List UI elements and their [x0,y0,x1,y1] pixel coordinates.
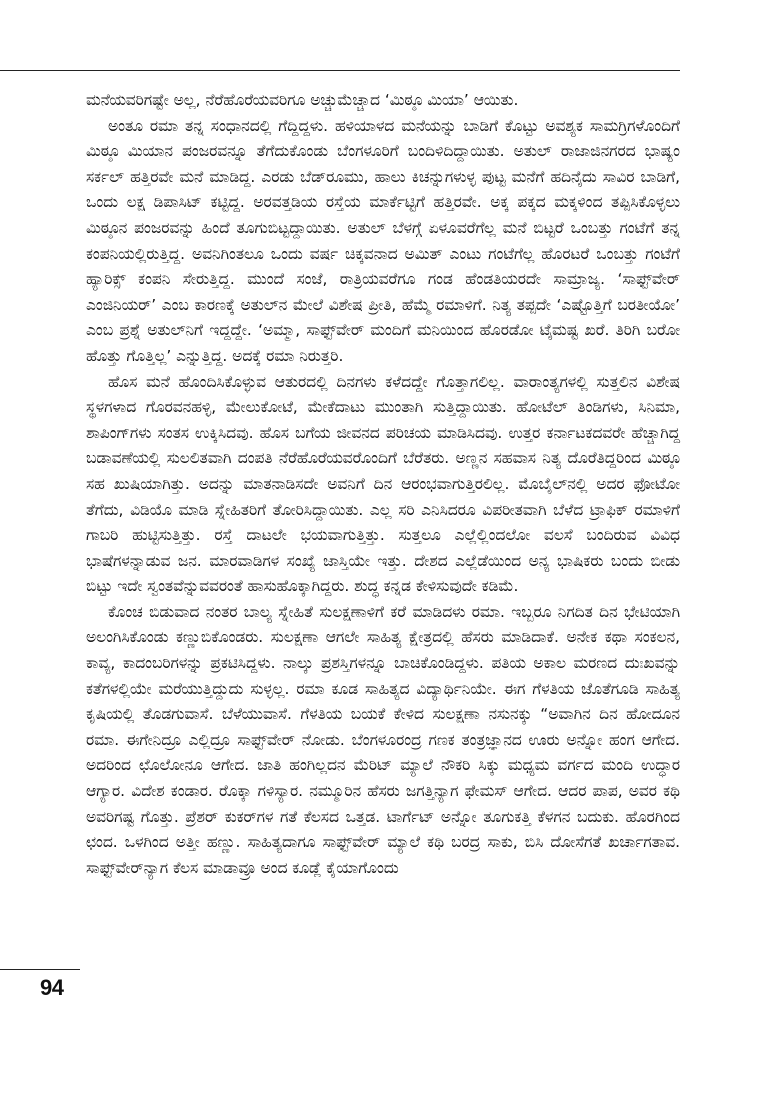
page-number: 94 [40,975,64,1000]
paragraph-1: ಮನೆಯವರಿಗಷ್ಟೇ ಅಲ್ಲ, ನೆರೆಹೊರೆಯವರಿಗೂ ಅಚ್ಚುಮೆಚ್ಚಾದ ‘ಮಿಠ್ಠೂ ಮಿಯಾ’ ಆಯಿತು. [86,91,519,109]
bottom-rule [0,969,80,970]
paragraph-2: ಅಂತೂ ರಮಾ ತನ್ನ ಸಂಧಾನದಲ್ಲಿ ಗೆದ್ದಿದ್ದಳು. ಹಳಿಯಾಳದ ಮನೆಯನ್ನು ಬಾಡಿಗೆ ಕೊಟ್ಟು ಅವಶ್ಯಕ ಸಾಮಗ್ರಿಗಳೊಂದಿಗೆ ಮಿಠ್ಠೂ ಮಿಯಾನ ಪಂಜರವನ್ನೂ ತೆಗೆದುಕೊಂಡು ಬೆಂಗಳೂರಿಗೆ ಬಂದಿಳಿದಿದ್ದಾಯಿತು. ಅತುಲ್ ರಾಜಾಜಿನಗರದ ಭಾಷ್ಯಂ ಸರ್ಕಲ್ ಹತ್ತಿರವೇ ಮನೆ ಮಾಡಿದ್ದ. ಎರಡು ಬೆಡ್‌ರೂಮು, ಹಾಲು ಕಿಚನ್ನುಗಳುಳ್ಳ ಪುಟ್ಟ ಮನೆಗೆ ಹದಿನೈದು ಸಾವಿರ ಬಾಡಿಗೆ, ಒಂದು ಲಕ್ಷ ಡಿಪಾಸಿಟ್ ಕಟ್ಟಿದ್ದ. ಅರವತ್ತಡಿಯ ರಸ್ತೆಯ ಮಾರ್ಕೆಟ್ಟಿಗೆ ಹತ್ತಿರವೇ. ಅಕ್ಕ ಪಕ್ಕದ ಮಕ್ಕಳಿಂದ ತಪ್ಪಿಸಿಕೊಳ್ಳಲು ಮಿಠ್ಠೂನ ಪಂಜರವನ್ನು ಹಿಂದೆ ತೂಗುಬಿಟ್ಟದ್ದಾಯಿತು. ಅತುಲ್ ಬೆಳಗ್ಗೆ ಏಳೂವರೆಗೆಲ್ಲ ಮನೆ ಬಿಟ್ಟರೆ ಒಂಬತ್ತು ಗಂಟೆಗೆ ತನ್ನ ಕಂಪನಿಯಲ್ಲಿರುತ್ತಿದ್ದ. ಅವನಿಗಿಂತಲೂ ಒಂದು ವರ್ಷ ಚಿಕ್ಕವನಾದ ಅಮಿತ್ ಎಂಟು ಗಂಟೆಗೆಲ್ಲ ಹೊರಟರೆ ಒಂಬತ್ತು ಗಂಟೆಗೆ ಹ್ಯಾರಿಕ್ಸ್ ಕಂಪನಿ ಸೇರುತ್ತಿದ್ದ. ಮುಂದೆ ಸಂಜೆ, ರಾತ್ರಿಯವರೆಗೂ ಗಂಡ ಹೆಂಡತಿಯರದೇ ಸಾಮ್ರಾಜ್ಯ. ‘ಸಾಫ್ಟ್‌ವೇರ್ ಎಂಜಿನಿಯರ್’ ಎಂಬ ಕಾರಣಕ್ಕೆ ಅತುಲ್‌ನ ಮೇಲೆ ವಿಶೇಷ ಪ್ರೀತಿ, ಹೆಮ್ಮೆ ರಮಾಳಿಗೆ. ನಿತ್ಯ ತಪ್ಪದೇ ‘ಎಷ್ಟೊತ್ತಿಗೆ ಬರತೀಯೋ’ ಎಂಬ ಪ್ರಶ್ನೆ ಅತುಲ್‌ನಿಗೆ ಇದ್ದದ್ದೇ. ‘ಅಮ್ಮಾ, ಸಾಫ್ಟ್‌ವೇರ್ ಮಂದಿಗೆ ಮನಿಯಿಂದ ಹೊರಡೋ ಟೈಮಷ್ಟ ಖರೆ. ತಿರಿಗಿ ಬರೋ ಹೊತ್ತು ಗೊತ್ತಿಲ್ಲ’ ಎನ್ನುತ್ತಿದ್ದ. ಅದಕ್ಕೆ ರಮಾ ನಿರುತ್ತರಿ. [86,116,680,365]
top-rule [0,70,680,71]
body-text [86,88,680,881]
paragraph-4: ಕೊಂಚ ಬಿಡುವಾದ ನಂತರ ಬಾಲ್ಯ ಸ್ನೇಹಿತೆ ಸುಲಕ್ಷಣಾಳಿಗೆ ಕರೆ ಮಾಡಿದಳು ರಮಾ. ಇಬ್ಬರೂ ನಿಗದಿತ ದಿನ ಭೇಟಿಯಾಗಿ ಅಲಂಗಿಸಿಕೊಂಡು ಕಣ್ಣುಬಿಕೊಂಡರು. ಸುಲಕ್ಷಣಾ ಆಗಲೇ ಸಾಹಿತ್ಯ ಕ್ಷೇತ್ರದಲ್ಲಿ ಹೆಸರು ಮಾಡಿದಾಕೆ. ಅನೇಕ ಕಥಾ ಸಂಕಲನ, ಕಾವ್ಯ, ಕಾದಂಬರಿಗಳನ್ನು ಪ್ರಕಟಿಸಿದ್ದಳು. ನಾಲ್ಕು ಪ್ರಶಸ್ತಿಗಳನ್ನೂ ಬಾಚಿಕೊಂಡಿದ್ದಳು. ಪತಿಯ ಅಕಾಲ ಮರಣದ ದುಃಖವನ್ನು ಕತೆಗಳಲ್ಲಿಯೇ ಮರೆಯುತ್ತಿದ್ದುದು ಸುಳ್ಳಲ್ಲ. ರಮಾ ಕೂಡ ಸಾಹಿತ್ಯದ ವಿದ್ಯಾರ್ಥಿನಿಯೇ. ಈಗ ಗೆಳತಿಯ ಜೊತೆಗೂಡಿ ಸಾಹಿತ್ಯ ಕೃಷಿಯಲ್ಲಿ ತೊಡಗುವಾಸೆ. ಬೆಳೆಯುವಾಸೆ. ಗೆಳತಿಯ ಬಯಕೆ ಕೇಳಿದ ಸುಲಕ್ಷಣಾ ನಸುನಕ್ಕು “ಅವಾಗಿನ ದಿನ ಹೋದೂನ ರಮಾ. ಈಗೇನಿದ್ರೂ ಎಲ್ಲಿದ್ರೂ ಸಾಫ್ಟ್‌ವೇರ್ ನೋಡು. ಬೆಂಗಳೂರಂದ್ರ ಗಣಕ ತಂತ್ರಜ್ಞಾನದ ಊರು ಅನ್ನೋ ಹಂಗ ಆಗೇದ. ಅದರಿಂದ ಛೊಲೋನೂ ಆಗೇದ. ಜಾತಿ ಹಂಗಿಲ್ಲದನ ಮೆರಿಟ್ ಮ್ಯಾಲೆ ನೌಕರಿ ಸಿಕ್ಕು ಮಧ್ಯಮ ವರ್ಗದ ಮಂದಿ ಉದ್ಧಾರ ಆಗ್ಯಾರ. ವಿದೇಶ ಕಂಡಾರ. ರೊಕ್ಕಾ ಗಳಿಸ್ಯಾರ. ನಮ್ಮೂರಿನ ಹೆಸರು ಜಗತ್ತಿನ್ಯಾಗ ಫೇಮಸ್ ಆಗೇದ. ಆದರ ಪಾಪ, ಅವರ ಕಥಿ ಅವರಿಗಷ್ಟ ಗೊತ್ತು. ಪ್ರೆಶರ್ ಕುಕರ್‌ಗಳ ಗತೆ ಕೆಲಸದ ಒತ್ತಡ. ಟಾರ್ಗೆಟ್ ಅನ್ನೋ ತೂಗುಕತ್ತಿ ಕೆಳಗನ ಬದುಕು. ಹೊರಗಿಂದ ಛಂದ. ಒಳಗಿಂದ ಅತ್ತೀ ಹಣ್ಣು. ಸಾಹಿತ್ಯದಾಗೂ ಸಾಫ್ಟ್‌ವೇರ್ ಮ್ಯಾಲೆ ಕಥಿ ಬರದ್ರ ಸಾಕು, ಬಿಸಿ ದೋಸೆಗತೆ ಖರ್ಚಾಗತಾವ. ಸಾಫ್ಟ್‌ವೇರ್‌ನ್ಯಾಗ ಕೆಲಸ ಮಾಡಾವ್ರೂ ಅಂದ ಕೂಡ್ಲೆ ಕೈಯಾಗೊಂದು [86,602,680,877]
paragraph-3: ಹೊಸ ಮನೆ ಹೊಂದಿಸಿಕೊಳ್ಳುವ ಆತುರದಲ್ಲಿ ದಿನಗಳು ಕಳೆದದ್ದೇ ಗೊತ್ತಾಗಲಿಲ್ಲ. ವಾರಾಂತ್ಯಗಳಲ್ಲಿ ಸುತ್ತಲಿನ ವಿಶೇಷ ಸ್ಥಳಗಳಾದ ಗೊರವನಹಳ್ಳಿ, ಮೇಲುಕೋಟೆ, ಮೇಕೆದಾಟು ಮುಂತಾಗಿ ಸುತ್ತಿದ್ದಾಯಿತು. ಹೋಟೆಲ್ ತಿಂಡಿಗಳು, ಸಿನಿಮಾ, ಶಾಪಿಂಗ್‌ಗಳು ಸಂತಸ ಉಕ್ಕಿಸಿದವು. ಹೊಸ ಬಗೆಯ ಜೀವನದ ಪರಿಚಯ ಮಾಡಿಸಿದವು. ಉತ್ತರ ಕರ್ನಾಟಕದವರೇ ಹೆಚ್ಚಾಗಿದ್ದ ಬಡಾವಣೆಯಲ್ಲಿ ಸುಲಲಿತವಾಗಿ ದಂಪತಿ ನೆರೆಹೊರೆಯವರೊಂದಿಗೆ ಬೆರೆತರು. ಅಣ್ಣನ ಸಹವಾಸ ನಿತ್ಯ ದೊರೆತಿದ್ದರಿಂದ ಮಿಠ್ಠೂ ಸಹ ಖುಷಿಯಾಗಿತ್ತು. ಅದನ್ನು ಮಾತನಾಡಿಸದೇ ಅವನಿಗೆ ದಿನ ಆರಂಭವಾಗುತ್ತಿರಲಿಲ್ಲ. ಮೊಬೈಲ್‌ನಲ್ಲಿ ಅದರ ಫೋಟೋ ತೆಗೆದು, ವಿಡಿಯೊ ಮಾಡಿ ಸ್ನೇಹಿತರಿಗೆ ತೋರಿಸಿದ್ದಾಯಿತು. ಎಲ್ಲ ಸರಿ ಎನಿಸಿದರೂ ವಿಪರೀತವಾಗಿ ಬೆಳೆದ ಟ್ರಾಫಿಕ್ ರಮಾಳಿಗೆ ಗಾಬರಿ ಹುಟ್ಟಿಸುತ್ತಿತ್ತು. ರಸ್ತೆ ದಾಟಲೇ ಭಯವಾಗುತ್ತಿತ್ತು. ಸುತ್ತಲೂ ಎಲ್ಲೆಲ್ಲಿಂದಲೋ ವಲಸೆ ಬಂದಿರುವ ವಿವಿಧ ಭಾಷೆಗಳನ್ನಾಡುವ ಜನ. ಮಾರವಾಡಿಗಳ ಸಂಖ್ಯೆ ಜಾಸ್ತಿಯೇ ಇತ್ತು. ದೇಶದ ಎಲ್ಲೆಡೆಯಿಂದ ಅನ್ಯ ಭಾಷಿಕರು ಬಂದು ಬೀಡು ಬಿಟ್ಟು ಇದೇ ಸ್ವಂತವೆನ್ನುವವರಂತೆ ಹಾಸುಹೊಕ್ಕಾಗಿದ್ದರು. ಶುದ್ಧ ಕನ್ನಡ ಕೇಳಿಸುವುದೇ ಕಡಿಮೆ. [86,372,680,596]
